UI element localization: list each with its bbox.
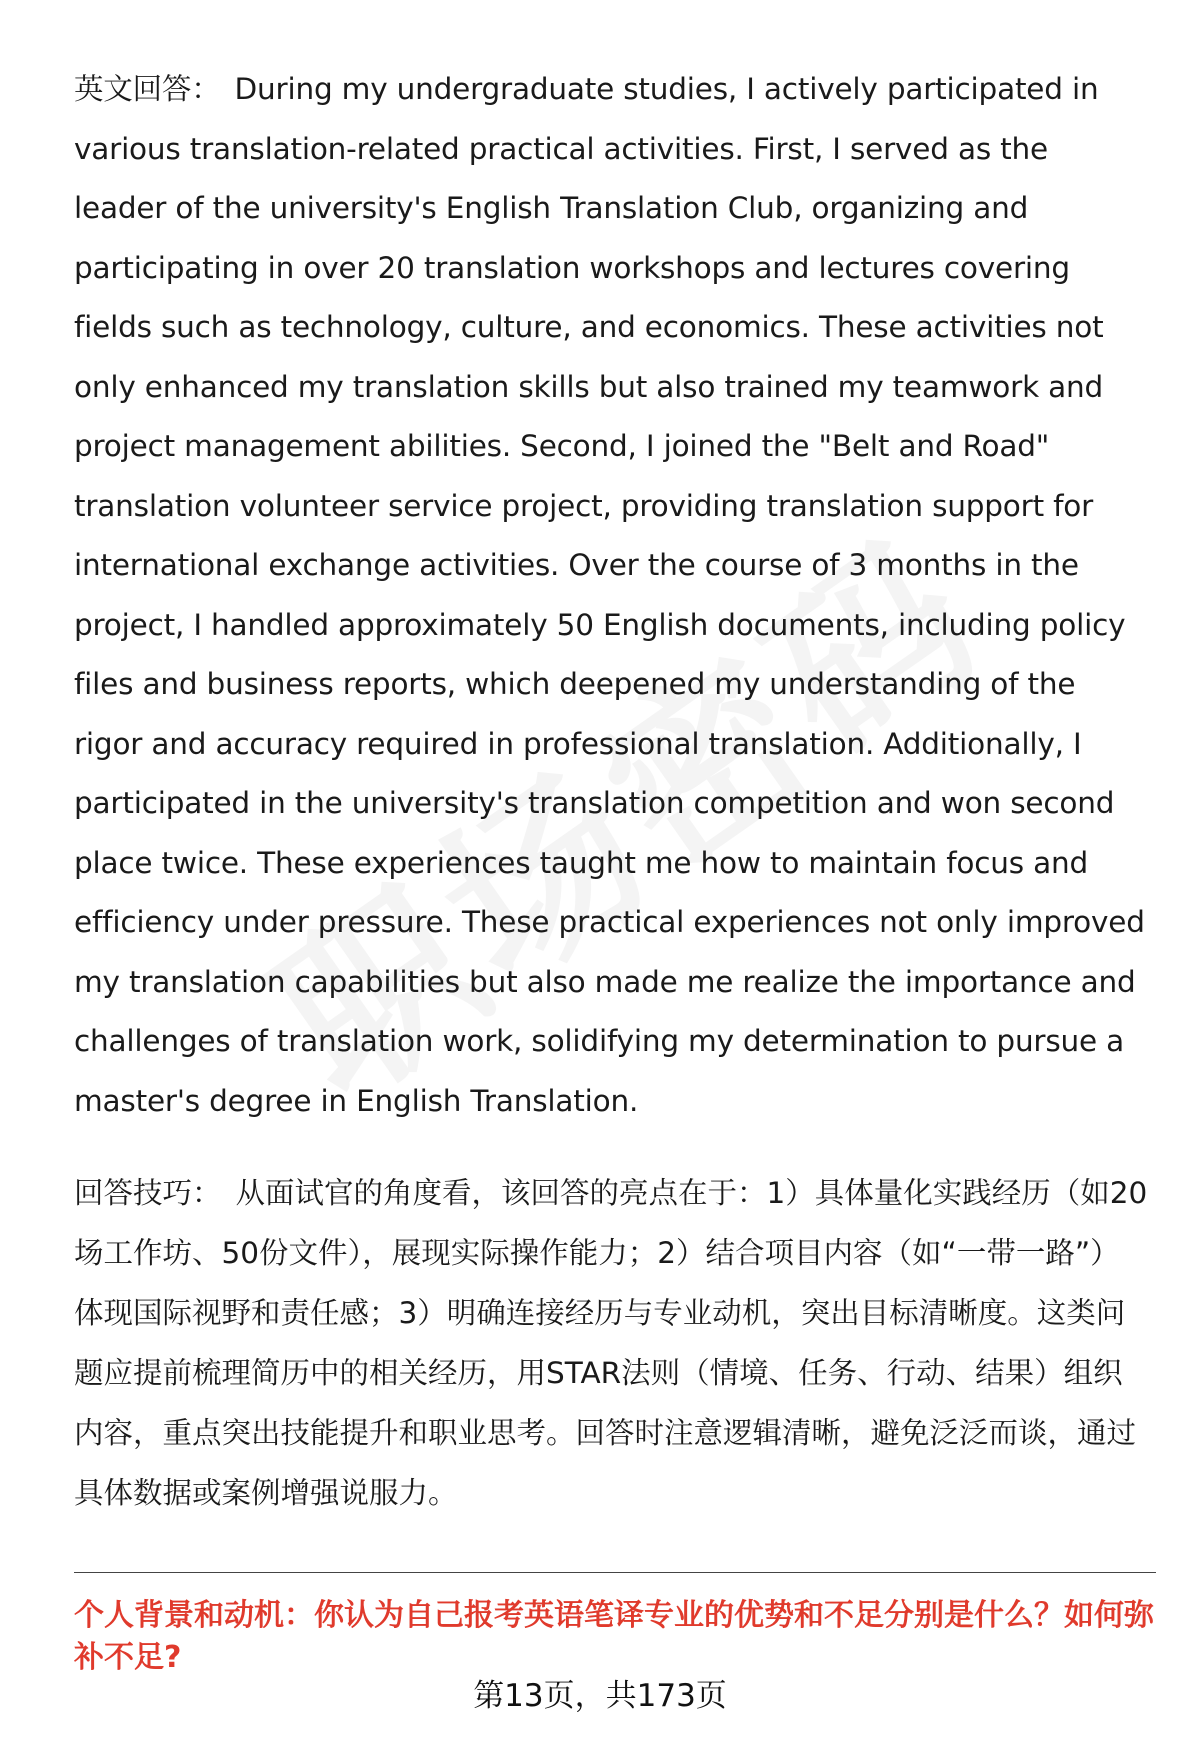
next-question-heading: 个人背景和动机：你认为自己报考英语笔译专业的优势和不足分别是什么？如何弥补不足? xyxy=(74,1598,1154,1675)
section-divider xyxy=(74,1572,1156,1573)
page-number-footer: 第13页，共173页 xyxy=(473,1678,727,1714)
answer-tips-text: 从面试官的角度看，该回答的亮点在于：1）具体量化实践经历（如20场工作坊、50份文件），展现实际操作能力；2）结合项目内容（如“一带一路”）体现国际视野和责任感；3）明确连接经历与专业动机，突出目标清晰度。这类问题应提前梳理简历中的相关经历，用STAR法则（情境、任务、行动、结果）组织内容，重点突出技能提升和职业思考。回答时注意逻辑清晰，避免泛泛而谈，通过具体数据或案例增强说服力。 xyxy=(74,1176,1148,1510)
answer-tips-paragraph xyxy=(74,1163,1149,1523)
english-answer-label: 英文回答： xyxy=(74,72,221,106)
english-answer-paragraph xyxy=(74,60,1149,1131)
answer-tips-label: 回答技巧： xyxy=(74,1176,222,1210)
english-answer-text: During my undergraduate studies, I actively participated in various translation-related practical activities. First, I served as the leader of the university's English Translation Club, organizing and participating in over 20 translation workshops and lectures covering fields such as technology, culture, and economics. These activities not only enhanced my translation skills but also trained my teamwork and project management abilities. Second, I joined the "Belt and Road" translation volunteer service project, providing translation support for international exchange activities. Over the course of 3 months in the project, I handled approximately 50 English documents, including policy files and business reports, which deepened my understanding of the rigor and accuracy required in professional translation. Additionally, I participated in the university's translation competition and won second place twice. These experiences taught me how to maintain focus and efficiency under pressure. These practical experiences not only improved my translation capabilities but also made me realize the importance and challenges of translation work, solidifying my determination to pursue a master's degree in English Translation. xyxy=(74,72,1145,1118)
